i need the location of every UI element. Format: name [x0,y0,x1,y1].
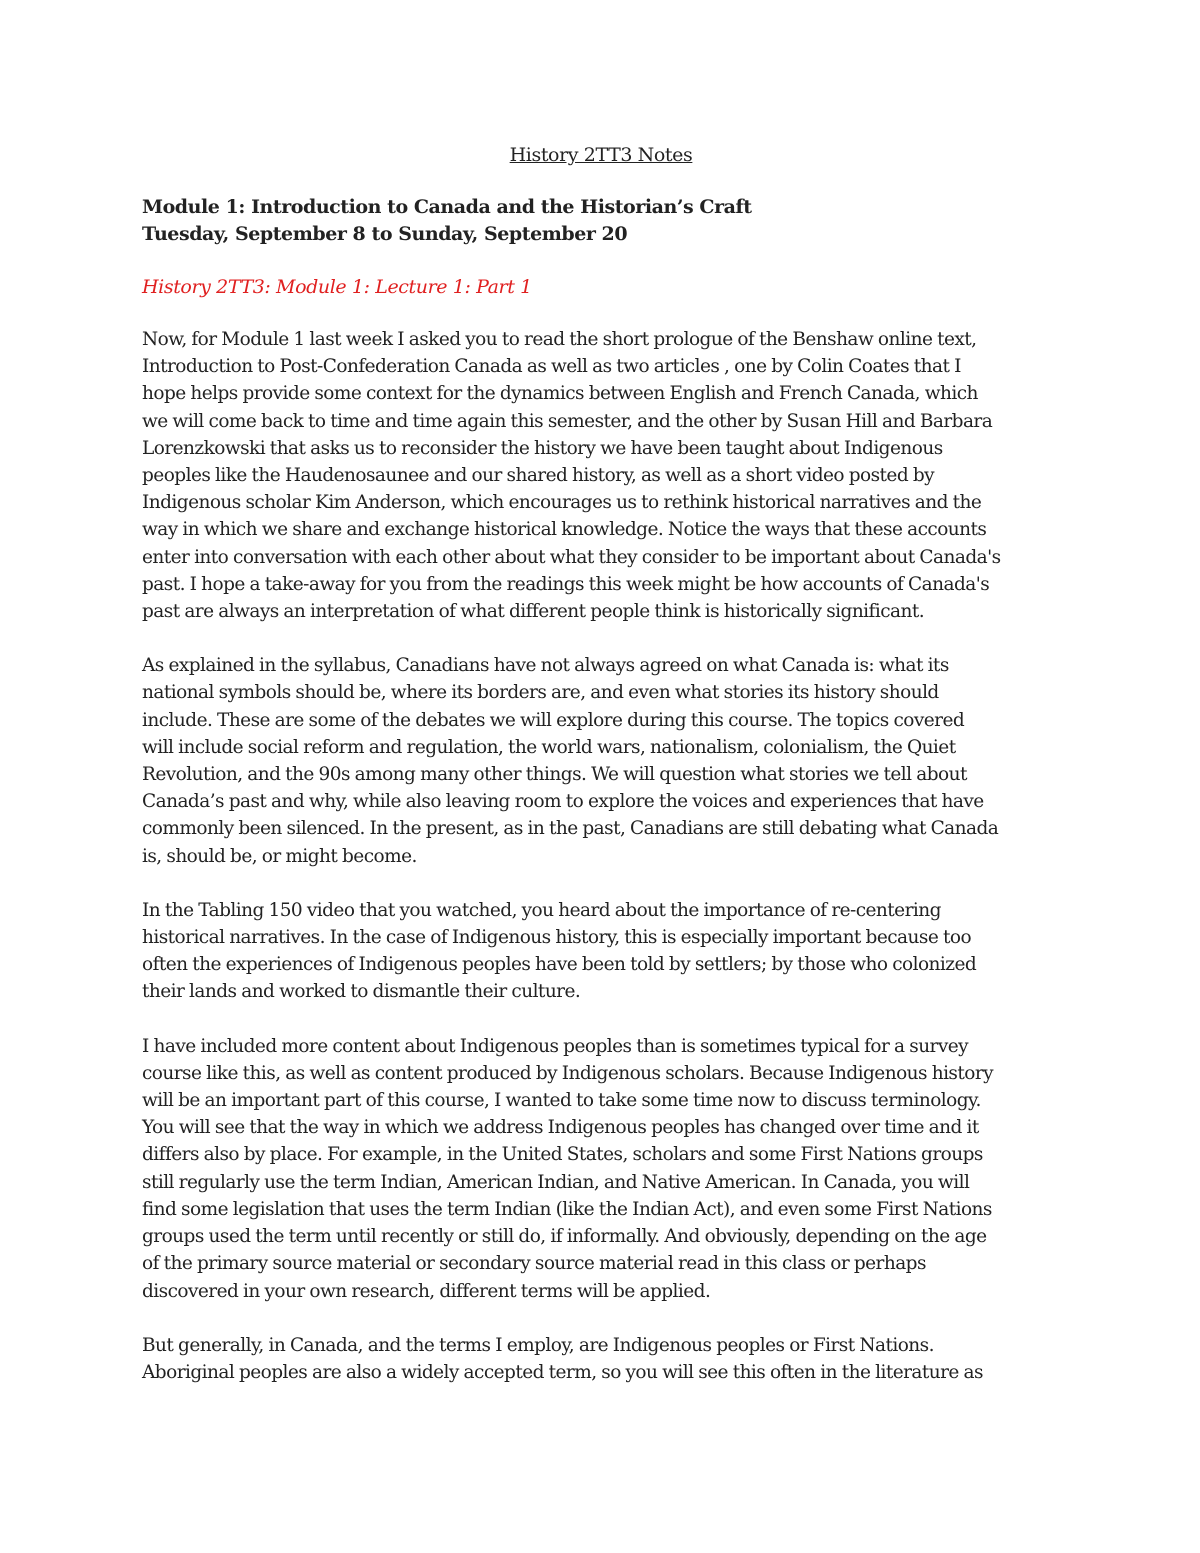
paragraph-line: we will come back to time and time again this semester, and the other by Susan Hill and Barbara [142,410,993,432]
paragraph-line: past are always an interpretation of what different people think is historically significant. [142,601,925,623]
paragraph-line: Aboriginal peoples are also a widely accepted term, so you will see this often in the literature as [142,1361,983,1383]
paragraph-line: course like this, as well as content produced by Indigenous scholars. Because Indigenous history [142,1062,994,1084]
paragraph-line: differs also by place. For example, in the United States, scholars and some First Nations groups [142,1144,983,1166]
paragraph-line: past. I hope a take-away for you from the readings this week might be how accounts of Canada's [142,573,990,595]
lecture-heading: History 2TT3: Module 1: Lecture 1: Part 1 [142,276,532,298]
paragraph [142,897,1060,1006]
paragraph-line: Revolution, and the 90s among many other things. We will question what stories we tell about [142,764,967,786]
paragraph-line: Introduction to Post-Confederation Canada as well as two articles , one by Colin Coates that I [142,356,961,378]
paragraph-line: Now, for Module 1 last week I asked you to read the short prologue of the Benshaw online text, [142,329,977,350]
paragraph-line: their lands and worked to dismantle their culture. [142,981,581,1003]
paragraph-line: hope helps provide some context for the dynamics between English and French Canada, which [142,383,978,405]
paragraph-line: enter into conversation with each other about what they consider to be important about Canada's [142,546,1001,568]
paragraph-line: I have included more content about Indigenous peoples than is sometimes typical for a survey [142,1035,969,1057]
paragraph-line: groups used the term until recently or still do, if informally. And obviously, depending on the age [142,1226,987,1248]
paragraph-line: But generally, in Canada, and the terms I employ, are Indigenous peoples or First Nations. [142,1334,934,1356]
paragraph-line: peoples like the Haudenosaunee and our shared history, as well as a short video posted by [142,465,935,487]
paragraph-line: Canada’s past and why, while also leaving room to explore the voices and experiences that have [142,791,984,813]
paragraph [142,1033,1060,1305]
paragraph-line: include. These are some of the debates we will explore during this course. The topics covered [142,709,965,731]
document-body [142,142,1060,1413]
paragraph-line: Lorenzkowski that asks us to reconsider the history we have been taught about Indigenous [142,437,943,459]
paragraph-line: way in which we share and exchange historical knowledge. Notice the ways that these accounts [142,519,987,541]
paragraph-line: is, should be, or might become. [142,845,417,867]
paragraph-line: Indigenous scholar Kim Anderson, which encourages us to rethink historical narratives and the [142,492,982,514]
paragraph-line: As explained in the syllabus, Canadians have not always agreed on what Canada is: what its [142,655,949,677]
paragraph-line: discovered in your own research, different terms will be applied. [142,1280,711,1302]
module-dates: Tuesday, September 8 to Sunday, September 20 [142,223,628,245]
paragraph-line: find some legislation that uses the term Indian (like the Indian Act), and even some First Nations [142,1198,992,1220]
paragraph-line: historical narratives. In the case of Indigenous history, this is especially important because too [142,927,972,949]
module-heading: Module 1: Introduction to Canada and the Historian’s Craft [142,196,752,218]
paragraph-line: national symbols should be, where its borders are, and even what stories its history should [142,682,939,704]
document-title: History 2TT3 Notes [509,144,693,166]
paragraph-line: In the Tabling 150 video that you watched, you heard about the importance of re-centering [142,899,941,921]
paragraph-line: You will see that the way in which we address Indigenous peoples has changed over time and it [142,1117,979,1139]
paragraph-line: will be an important part of this course, I wanted to take some time now to discuss terminology. [142,1090,981,1112]
paragraph-line: of the primary source material or secondary source material read in this class or perhaps [142,1253,926,1275]
paragraph-line: often the experiences of Indigenous peoples have been told by settlers; by those who colonized [142,954,977,976]
paragraph [142,1332,1060,1386]
paragraph-line: will include social reform and regulation, the world wars, nationalism, colonialism, the Quiet [142,736,956,758]
paragraph [142,326,1060,625]
paragraph [142,652,1060,870]
paragraph-line: commonly been silenced. In the present, as in the past, Canadians are still debating what Canada [142,818,999,840]
paragraph-container [142,326,1060,1386]
paragraph-line: still regularly use the term Indian, American Indian, and Native American. In Canada, you will [142,1171,970,1193]
